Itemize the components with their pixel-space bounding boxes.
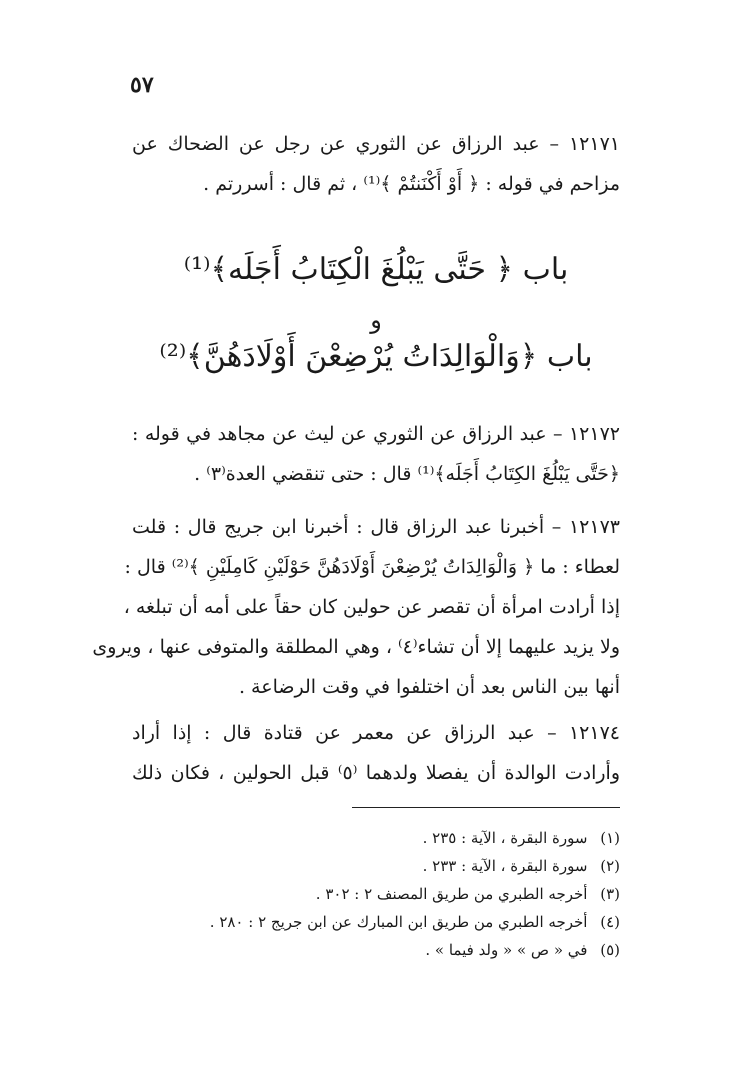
footnote-number: (٤) (600, 913, 620, 931)
chapter-heading-1: باب ﴿ حَتَّى يَبْلُغَ الْكِتَابُ أَجَلَه﴾⁽¹⁾ (183, 252, 569, 287)
paragraph-line: إذا أرادت امرأة أن تقصر عن حولين كان حقاً على أمه أن تبلغه ، (123, 596, 620, 618)
hadith-12174 (132, 713, 620, 793)
footnote-4 (132, 908, 620, 936)
footnote-number: (٣) (600, 885, 620, 903)
paragraph-line: ﴿حَتَّى يَبْلُغَ الكِتَابُ أَجَلَه﴾⁽¹⁾ قال : حتى تنقضي العدة⁽٣⁾ . (194, 463, 620, 485)
footnote-3 (132, 880, 620, 908)
paragraph-line: ١٢١٧١ – عبد الرزاق عن الثوري عن رجل عن الضحاك عن (132, 133, 620, 155)
footnotes (132, 824, 620, 964)
chapter-conjunction: و (370, 306, 382, 334)
footnote-text: أخرجه الطبري من طريق المصنف ٢ : ٣٠٢ . (315, 885, 588, 903)
footnote-2 (132, 852, 620, 880)
paragraph-line: وأرادت الوالدة أن يفصلا ولدهما ⁽٥⁾ قبل الحولين ، فكان ذلك (132, 762, 620, 784)
footnote-number: (٥) (600, 941, 620, 959)
footnote-1 (132, 824, 620, 852)
footnote-5 (132, 936, 620, 964)
hadith-12171 (132, 124, 620, 204)
footnote-number: (١) (600, 829, 620, 847)
paragraph-line: أنها بين الناس بعد أن اختلفوا في وقت الرضاعة . (238, 676, 620, 698)
paragraph-line: ولا يزيد عليهما إلا أن تشاء⁽٤⁾ ، وهي المطلقة والمتوفى عنها ، ويروى (92, 636, 620, 658)
footnote-number: (٢) (600, 857, 620, 875)
paragraph-line: ١٢١٧٤ – عبد الرزاق عن معمر عن قتادة قال : إذا أراد (132, 722, 620, 744)
hadith-12172 (132, 414, 620, 494)
hadith-12173 (92, 507, 620, 707)
chapter-heading-2: باب ﴿وَالْوَالِدَاتُ يُرْضِعْنَ أَوْلَادَهُنَّ﴾⁽²⁾ (159, 339, 593, 374)
paragraph-line: ١٢١٧٢ – عبد الرزاق عن الثوري عن ليث عن مجاهد في قوله : (132, 423, 620, 445)
page-number: ٥٧ (130, 72, 154, 98)
paragraph-line: ١٢١٧٣ – أخبرنا عبد الرزاق قال : أخبرنا ابن جريج قال : قلت (132, 516, 620, 538)
footnote-text: سورة البقرة ، الآية : ٢٣٥ . (422, 829, 588, 847)
paragraph-line: مزاحم في قوله : ﴿ أَوْ أَكْنَنتُمْ ﴾⁽¹⁾ ، ثم قال : أسررتم . (203, 173, 620, 195)
footnote-text: أخرجه الطبري من طريق ابن المبارك عن ابن جريج ٢ : ٢٨٠ . (209, 913, 588, 931)
footnote-text: في « ص » « ولد فيما » . (425, 941, 588, 959)
footnote-text: سورة البقرة ، الآية : ٢٣٣ . (422, 857, 588, 875)
footnote-divider (352, 807, 620, 808)
paragraph-line: لعطاء : ما ﴿ وَالْوَالِدَاتُ يُرْضِعْنَ أَوْلَادَهُنَّ حَوْلَيْنِ كَامِلَيْنِ ﴾⁽²⁾ قال : (124, 556, 620, 578)
